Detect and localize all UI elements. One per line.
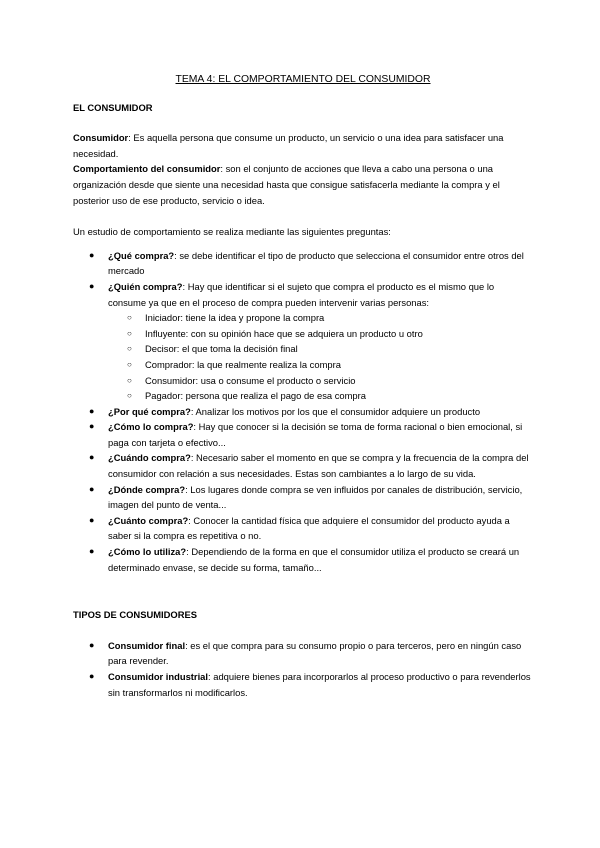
consumer-types-list: [73, 638, 533, 700]
list-item: [73, 513, 533, 544]
circle-bullet-icon: ○: [127, 391, 132, 401]
role-text: Comprador: la que realmente realiza la compra: [145, 358, 341, 370]
definition-comportamiento: [73, 161, 533, 208]
list-item: [73, 248, 533, 279]
question: ¿Cuánto compra?: [108, 514, 189, 526]
term: Consumidor final: [108, 639, 186, 651]
definition-consumidor: [73, 130, 533, 161]
role-text: Influyente: con su opinión hace que se adquiera un producto u otro: [145, 327, 423, 339]
questions-list: [73, 248, 533, 575]
section-heading-consumidor: EL CONSUMIDOR: [73, 101, 153, 113]
question: ¿Dónde compra?: [108, 483, 186, 495]
list-item: [73, 669, 533, 700]
list-item: [73, 404, 533, 420]
section-heading-tipos: TIPOS DE CONSUMIDORES: [73, 609, 197, 621]
question: ¿Cuándo compra?: [108, 452, 191, 464]
sub-list-item: [108, 326, 533, 342]
answer: : Dependiendo de la forma en que el consumidor utiliza el producto se creará un determinado envase, se decide su forma, tamaño...: [108, 546, 520, 573]
definition-text: : Es aquella persona que consume un producto, un servicio o una idea para satisfacer una necesidad.: [73, 132, 504, 159]
bullet-icon: ●: [89, 514, 95, 525]
term: Consumidor industrial: [108, 671, 209, 682]
list-item: [73, 638, 533, 669]
role-text: Pagador: persona que realiza el pago de esa compra: [145, 390, 366, 402]
circle-bullet-icon: ○: [127, 328, 132, 338]
role-text: Consumidor: usa o consume el producto o servicio: [145, 374, 356, 386]
answer: : Hay que conocer si la decisión se toma de forma racional o bien emocional, si paga con tarjeta o efectivo...: [108, 421, 523, 448]
answer: : Necesario saber el momento en que se compra y la frecuencia de la compra del consumidor con relación a sus necesidades. Estas son cambiantes a lo largo de su vida.: [108, 452, 529, 480]
bullet-icon: ●: [89, 280, 95, 291]
intro-paragraph: Un estudio de comportamiento se realiza mediante las siguientes preguntas:: [73, 226, 391, 238]
answer: : Analizar los motivos por los que el consumidor adquiere un producto: [190, 405, 481, 417]
circle-bullet-icon: ○: [127, 313, 132, 323]
circle-bullet-icon: ○: [127, 344, 132, 354]
question: ¿Qué compra?: [108, 249, 175, 261]
list-item: [73, 450, 533, 481]
question: ¿Cómo lo compra?: [108, 421, 194, 433]
bullet-icon: ●: [89, 452, 95, 463]
list-item: [73, 544, 533, 575]
answer: : Los lugares donde compra se ven influidos por canales de distribución, servicio, imagen del punto de venta...: [108, 483, 523, 511]
circle-bullet-icon: ○: [127, 359, 132, 369]
answer: : se debe identificar el tipo de producto que selecciona el consumidor entre otros del mercado: [108, 249, 524, 277]
definition-text: : es el que compra para su consumo propio o para terceros, pero en ningún caso para revender.: [108, 639, 522, 667]
term: Comportamiento del consumidor: [73, 163, 221, 175]
list-item: [73, 482, 533, 513]
answer: : Conocer la cantidad física que adquiere el consumidor del producto ayuda a saber si la compra es repetitiva o no.: [108, 514, 510, 542]
roles-list: [108, 310, 533, 404]
list-item: [73, 279, 533, 404]
role-text: Iniciador: tiene la idea y propone la compra: [145, 312, 325, 324]
page-title: TEMA 4: EL COMPORTAMIENTO DEL CONSUMIDOR: [175, 74, 431, 85]
list-item: [73, 419, 533, 450]
role-text: Decisor: el que toma la decisión final: [145, 343, 298, 355]
question: ¿Quién compra?: [108, 280, 183, 292]
bullet-icon: ●: [89, 671, 95, 681]
answer: : Hay que identificar si el sujeto que compra el producto es el mismo que lo consume ya que en el proceso de compra pueden intervenir varias personas:: [108, 280, 495, 308]
bullet-icon: ●: [89, 405, 95, 416]
sub-list-item: [108, 373, 533, 389]
question: ¿Cómo lo utiliza?: [108, 546, 187, 558]
bullet-icon: ●: [89, 483, 95, 494]
definition-text: : son el conjunto de acciones que lleva a cabo una persona o una organización desde que siente una necesidad hasta que consigue satisfacerla mediante la compra y el posterior uso de ese producto, servicio o idea.: [73, 163, 500, 206]
bullet-icon: ●: [89, 546, 95, 557]
definition-text: : adquiere bienes para incorporarlos al proceso productivo o para revenderlos sin transformarlos ni modificarlos.: [108, 671, 531, 698]
sub-list-item: [108, 341, 533, 357]
bullet-icon: ●: [89, 249, 95, 260]
question: ¿Por qué compra?: [108, 405, 191, 417]
bullet-icon: ●: [89, 639, 95, 650]
circle-bullet-icon: ○: [127, 375, 132, 385]
sub-list-item: [108, 357, 533, 373]
sub-list-item: [108, 310, 533, 326]
sub-list-item: [108, 388, 533, 404]
term: Consumidor: [73, 132, 129, 144]
bullet-icon: ●: [89, 421, 95, 432]
document-page: [73, 72, 533, 700]
